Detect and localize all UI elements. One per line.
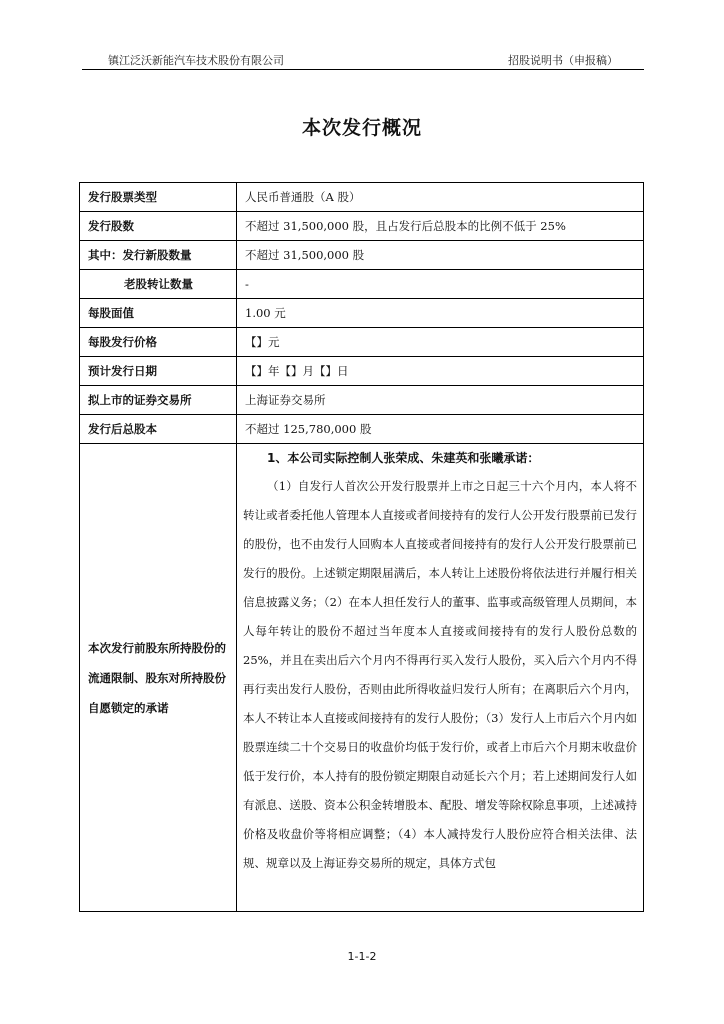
row-key: 其中：发行新股数量 [80, 241, 237, 270]
row-value: 上海证券交易所 [237, 386, 644, 415]
row-value: - [237, 270, 644, 299]
table-row [80, 299, 644, 328]
row-value: 人民币普通股（A 股） [237, 183, 644, 212]
lockup-body [237, 444, 644, 912]
lockup-key: 本次发行前股东所持股份的流通限制、股东对所持股份自愿锁定的承诺 [80, 444, 237, 912]
table-row [80, 415, 644, 444]
row-value: 不超过 31,500,000 股 [237, 241, 644, 270]
row-value: 【】年【】月【】日 [237, 357, 644, 386]
row-key: 发行后总股本 [80, 415, 237, 444]
row-key: 拟上市的证券交易所 [80, 386, 237, 415]
row-value: 【】元 [237, 328, 644, 357]
row-value: 1.00 元 [237, 299, 644, 328]
offering-table [79, 182, 644, 912]
lockup-text: （1）自发行人首次公开发行股票并上市之日起三十六个月内，本人将不转让或者委托他人管理本人直接或者间接持有的发行人公开发行股票前已发行的股份，也不由发行人回购本人直接或者间接持有的发行人公开发行股票前已发行的股份。上述锁定期限届满后，本人转让上述股份将依法进行并履行相关信息披露义务；（2）在本人担任发行人的董事、监事或高级管理人员期间，本人每年转让的股份不超过当年度本人直接或间接持有的发行人股份总数的25%，并且在卖出后六个月内不得再行买入发行人股份，买入后六个月内不得再行卖出发行人股份，否则由此所得收益归发行人所有；在离职后六个月内，本人不转让本人直接或间接持有的发行人股份；（3）发行人上市后六个月内如股票连续二十个交易日的收盘价均低于发行价，或者上市后六个月期末收盘价低于发行价，本人持有的股份锁定期限自动延长六个月；若上述期间发行人如有派息、送股、资本公积金转增股本、配股、增发等除权除息事项，上述减持价格及收盘价等将相应调整；（4）本人减持发行人股份应符合相关法律、法规、规章以及上海证券交易所的规定，具体方式包 [243, 479, 637, 870]
table-row [80, 328, 644, 357]
table-row [80, 183, 644, 212]
row-value: 不超过 31,500,000 股，且占发行后总股本的比例不低于 25% [237, 212, 644, 241]
table-row [80, 357, 644, 386]
header-doc-type: 招股说明书（申报稿） [508, 54, 618, 67]
row-key: 每股发行价格 [80, 328, 237, 357]
row-key: 发行股票类型 [80, 183, 237, 212]
table-row [80, 241, 644, 270]
header-company: 镇江泛沃新能汽车技术股份有限公司 [108, 54, 284, 67]
table-row-lockup [80, 444, 644, 912]
row-value: 不超过 125,780,000 股 [237, 415, 644, 444]
page-title: 本次发行概况 [301, 117, 422, 139]
table-row [80, 212, 644, 241]
header-rule [82, 69, 644, 70]
row-key: 每股面值 [80, 299, 237, 328]
row-key: 预计发行日期 [80, 357, 237, 386]
row-key: 老股转让数量 [80, 270, 237, 299]
table-row [80, 386, 644, 415]
row-key: 发行股数 [80, 212, 237, 241]
lockup-heading: 1、本公司实际控制人张荣成、朱建英和张曦承诺： [267, 451, 540, 465]
table-row [80, 270, 644, 299]
page-number: 1-1-2 [347, 950, 377, 963]
